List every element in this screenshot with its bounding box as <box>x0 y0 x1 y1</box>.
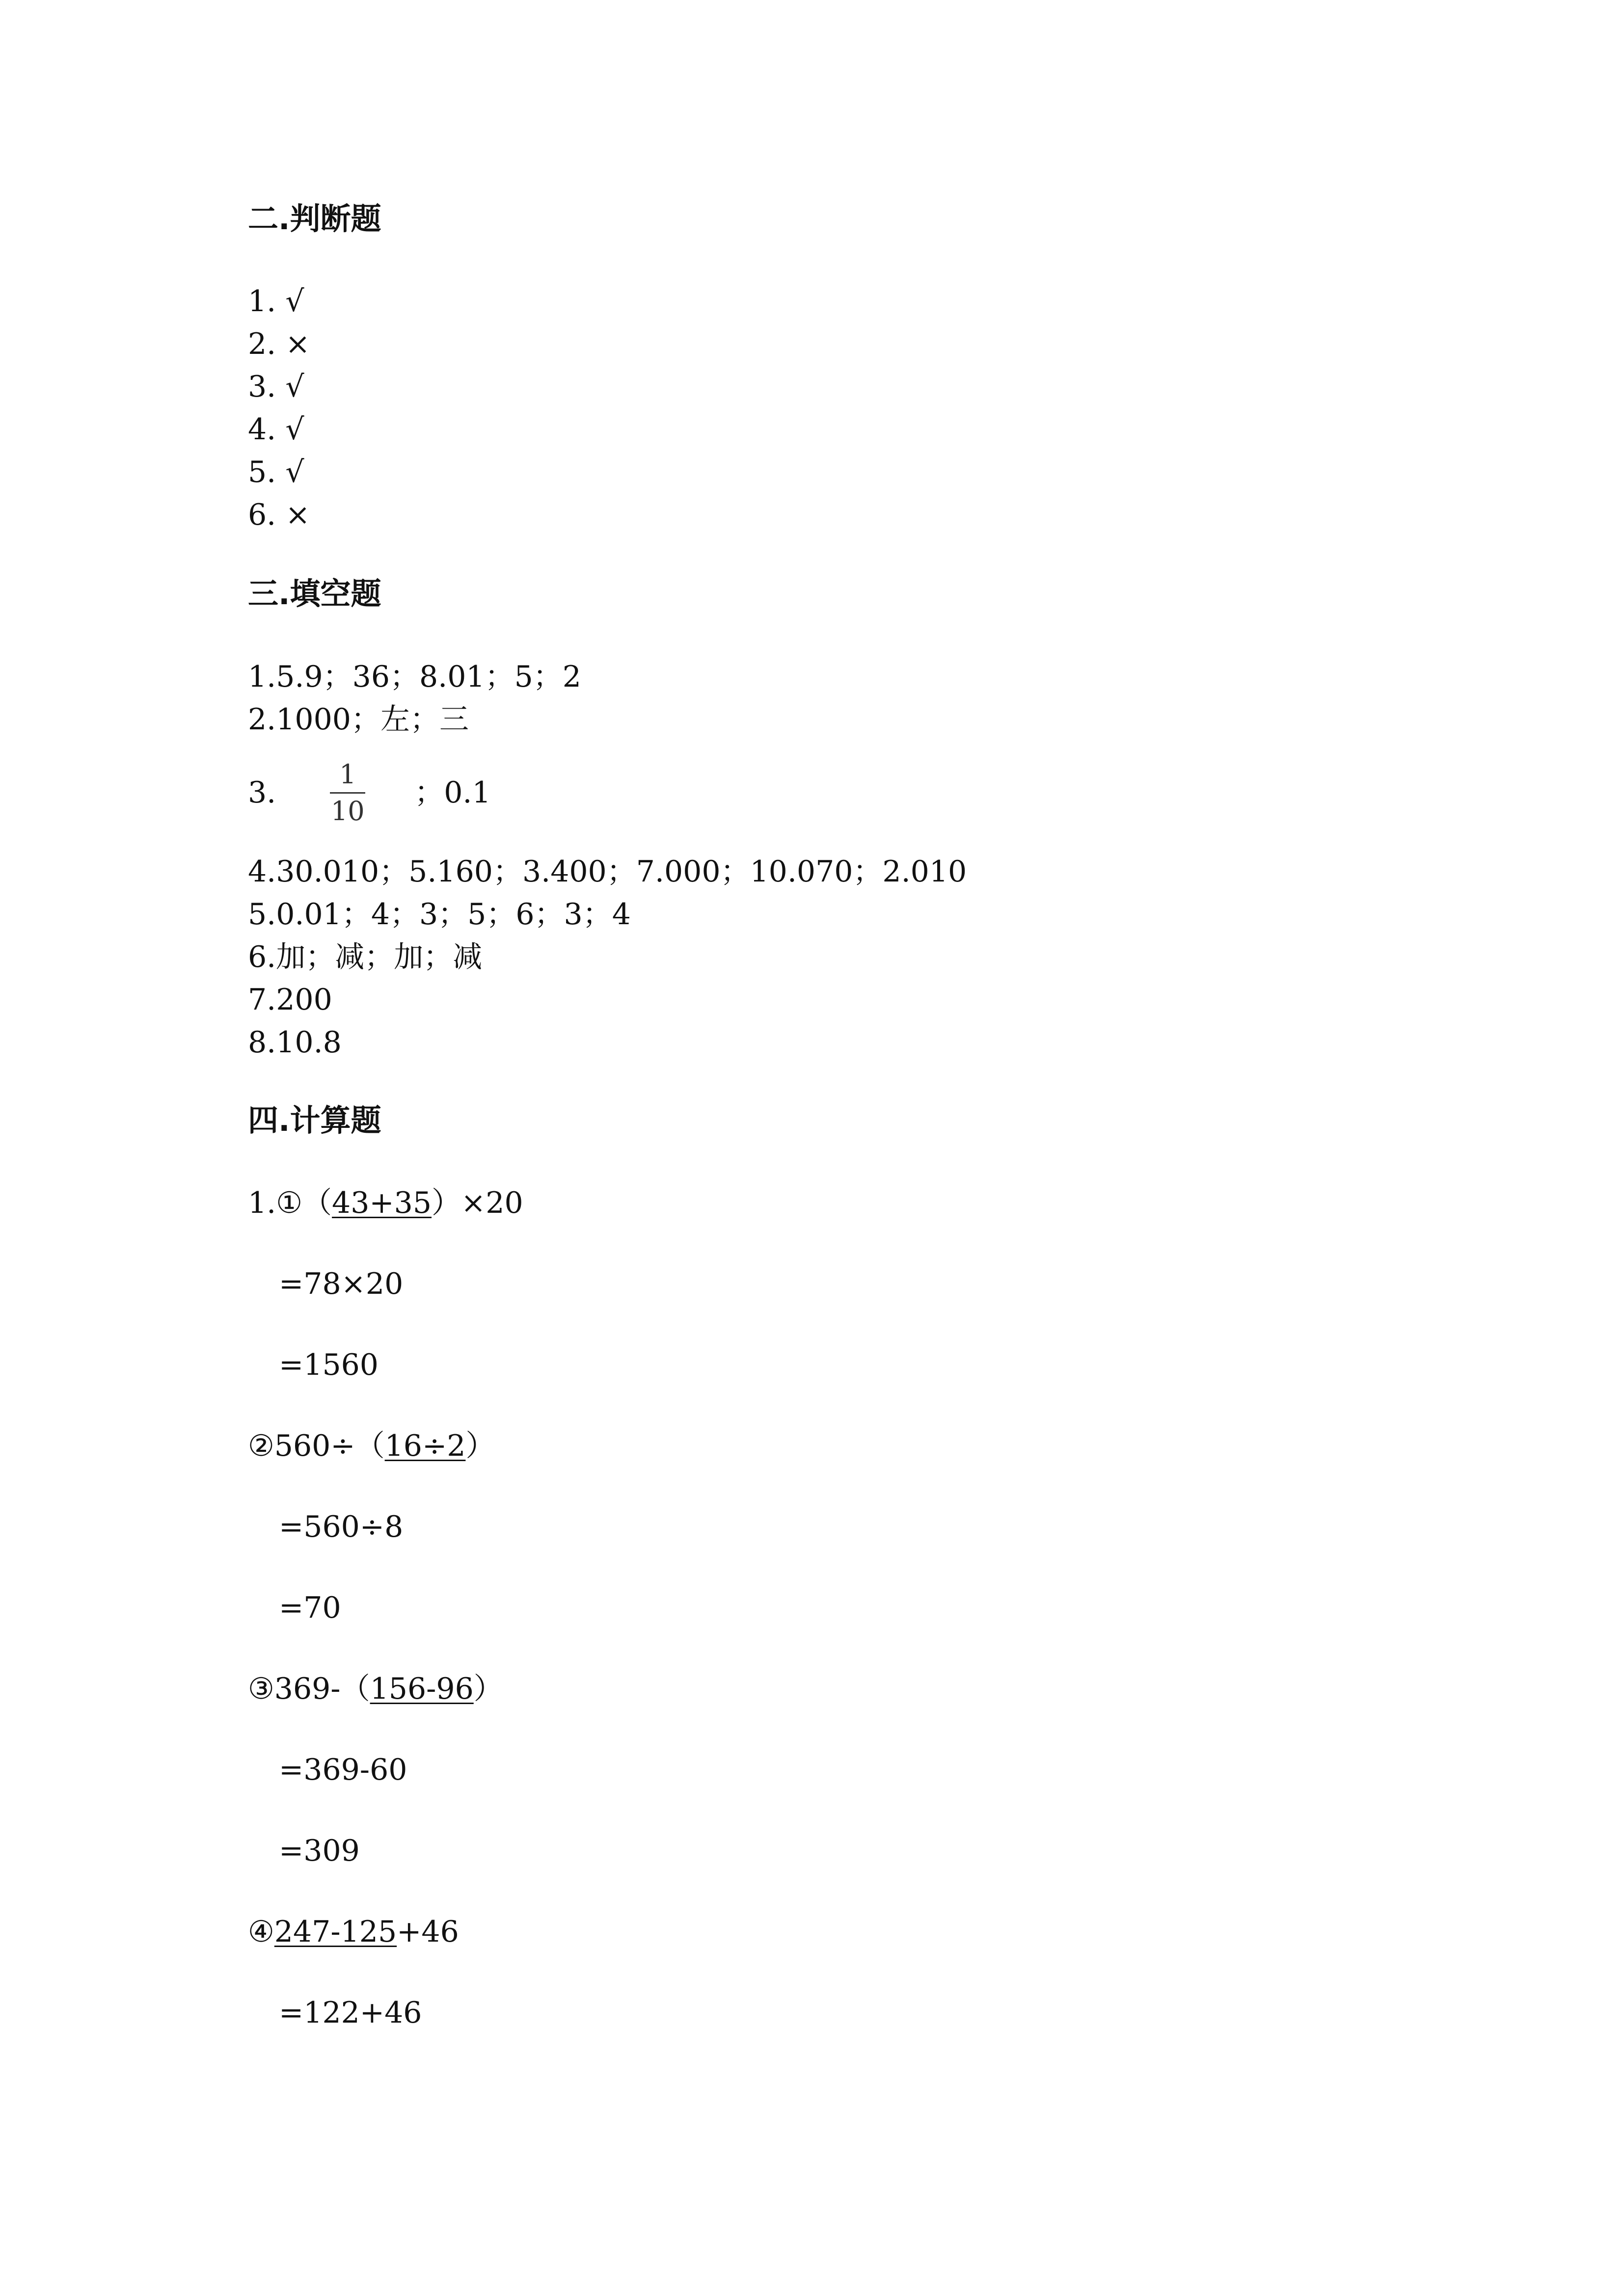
calc-problem-3 <box>248 1671 503 1707</box>
judgment-answer-3: 3. √ <box>248 370 304 404</box>
fill-answer-7: 7.200 <box>248 983 332 1017</box>
calc-problem-4 <box>248 1914 459 1949</box>
judgment-answer-2: 2. × <box>248 327 310 361</box>
fraction-bar <box>330 792 365 794</box>
calc-problem-2 <box>248 1428 495 1464</box>
section-calc-title: 四.计算题 <box>248 1102 381 1138</box>
calc-problem-3-step-2: =309 <box>279 1834 360 1868</box>
calc-problem-4-step-1: =122+46 <box>279 1996 422 2030</box>
judgment-answer-1: 1. √ <box>248 284 304 319</box>
fill-answer-1: 1.5.9；36；8.01；5；2 <box>248 660 581 694</box>
calc-problem-2-step-2: =70 <box>279 1591 341 1625</box>
calc-problem-2-suffix: ） <box>465 1429 495 1463</box>
calc-problem-2-underlined: 16÷2 <box>384 1429 466 1463</box>
fill-answer-3-prefix: 3. <box>248 775 276 810</box>
fill-answer-4: 4.30.010；5.160；3.400；7.000；10.070；2.010 <box>248 854 967 889</box>
calc-problem-1-underlined: 43+35 <box>332 1186 432 1220</box>
calc-problem-1-step-1: =78×20 <box>279 1267 404 1301</box>
section-fill-title: 三.填空题 <box>248 576 381 612</box>
calc-problem-2-prefix: ②560÷（ <box>248 1429 385 1463</box>
fill-answer-3 <box>248 756 491 829</box>
calc-problem-1-prefix: 1.①（ <box>248 1186 332 1220</box>
fill-answer-8: 8.10.8 <box>248 1025 342 1060</box>
calc-problem-4-prefix: ④ <box>248 1915 274 1949</box>
calc-problem-3-underlined: 156-96 <box>370 1672 474 1706</box>
calc-problem-3-suffix: ） <box>473 1672 503 1706</box>
judgment-answer-6: 6. × <box>248 498 310 532</box>
fraction-one-tenth <box>330 760 365 826</box>
fill-answer-5: 5.0.01；4；3；5；6；3；4 <box>248 897 631 932</box>
fill-answer-6: 6.加；减；加；减 <box>248 940 483 974</box>
calc-problem-4-underlined: 247-125 <box>274 1915 397 1949</box>
fill-answer-2: 2.1000；左；三 <box>248 702 469 737</box>
judgment-answer-5: 5. √ <box>248 455 304 489</box>
fraction-numerator: 1 <box>339 758 356 790</box>
calc-problem-1-step-2: =1560 <box>279 1348 379 1382</box>
calc-problem-3-prefix: ③369-（ <box>248 1672 370 1706</box>
section-judgment-title: 二.判断题 <box>248 201 381 237</box>
calc-problem-2-step-1: =560÷8 <box>279 1510 404 1544</box>
calc-problem-3-step-1: =369-60 <box>279 1753 407 1787</box>
calc-problem-4-suffix: +46 <box>397 1915 459 1949</box>
calc-problem-1-suffix: ）×20 <box>432 1186 523 1220</box>
fraction-denominator: 10 <box>330 795 365 827</box>
fill-answer-3-suffix: ；0.1 <box>414 775 491 810</box>
judgment-answer-4: 4. √ <box>248 412 304 447</box>
calc-problem-1 <box>248 1185 523 1221</box>
